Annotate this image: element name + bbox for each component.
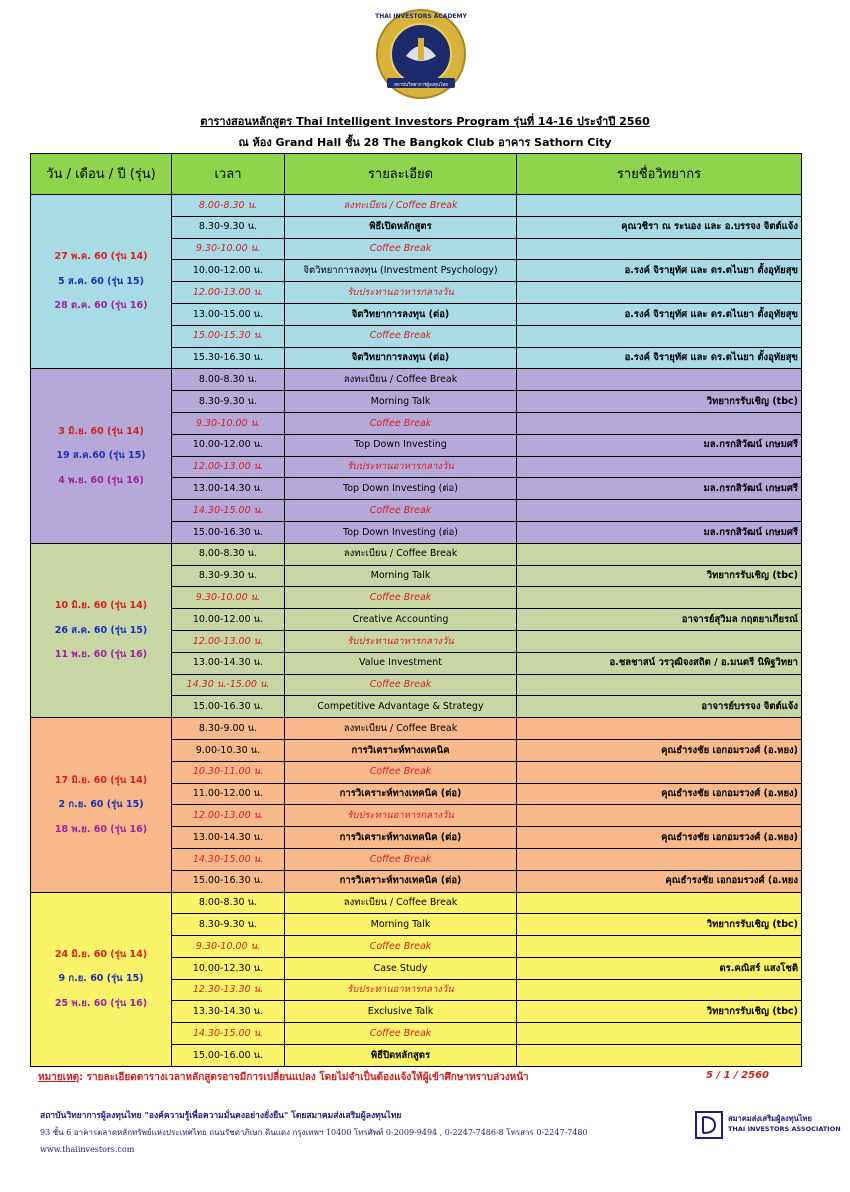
schedule-table [30,153,802,1067]
logo-bottom-text: สถาบันวิทยาการผู้ลงทุนไทย [394,83,448,88]
speaker-cell [517,674,802,696]
time-cell: 15.00-16.30 น. [172,870,285,892]
time-cell: 9.30-10.00 น. [172,412,285,434]
document-date: 5 / 1 / 2560 [706,1070,769,1081]
session-date: 18 พ.ย. 60 (รุ่น 16) [54,823,148,835]
time-cell: 14.30-15.00 น. [172,848,285,870]
detail-cell: จิตวิทยาการลงทุน (Investment Psychology) [285,260,517,282]
session-date: 28 ต.ค. 60 (รุ่น 16) [54,300,148,312]
speaker-cell: อาจารย์บรรจง จิตต์แจ้ง [517,696,802,718]
detail-cell: การวิเคราะห์ทางเทคนิค (ต่อ) [285,870,517,892]
remark-text: : รายละเอียดตารางเวลาหลักสูตรอาจมีการเปลี่ยนแปลง โดยไม่จำเป็นต้องแจ้งให้ผู้เข้าศึกษาทราบล่วงหน้า [79,1072,529,1083]
remark-note [38,1070,529,1085]
speaker-cell [517,936,802,958]
speaker-cell: มล.กรกสิวัฒน์ เกษมศรี [517,434,802,456]
session-date: 2 ก.ย. 60 (รุ่น 15) [58,799,144,811]
speaker-cell: คุณวชิรา ณ ระนอง และ อ.บรรจง จิตต์แจ้ง [517,216,802,238]
time-cell: 13.00-14.30 น. [172,478,285,500]
column-header-date: วัน / เดือน / ปี (รุ่น) [31,154,172,195]
speaker-cell [517,1045,802,1067]
session-date: 27 พ.ค. 60 (รุ่น 14) [54,251,148,263]
table-row [31,718,802,740]
speaker-cell [517,282,802,304]
table-row [31,195,802,217]
time-cell: 8.00-8.30 น. [172,195,285,217]
speaker-cell [517,238,802,260]
detail-cell: Coffee Break [285,761,517,783]
time-cell: 15.00-16.30 น. [172,521,285,543]
time-cell: 14.30-15.00 น. [172,1023,285,1045]
time-cell: 12.00-13.00 น. [172,805,285,827]
detail-cell: ลงทะเบียน / Coffee Break [285,718,517,740]
speaker-cell [517,195,802,217]
detail-cell: การวิเคราะห์ทางเทคนิค [285,739,517,761]
session-date: 26 ส.ค. 60 (รุ่น 15) [54,624,148,636]
detail-cell: Coffee Break [285,412,517,434]
detail-cell: Top Down Investing [285,434,517,456]
time-cell: 10.00-12.00 น. [172,609,285,631]
association-name-thai: สมาคมส่งเสริมผู้ลงทุนไทย [728,1114,812,1123]
speaker-cell [517,500,802,522]
time-cell: 8.00-8.30 น. [172,543,285,565]
thai-investors-academy-logo [371,8,471,100]
speaker-cell [517,979,802,1001]
time-cell: 8.30-9.30 น. [172,914,285,936]
time-cell: 13.00-14.30 น. [172,652,285,674]
table-header-row [31,154,802,195]
speaker-cell: วิทยากรรับเชิญ (tbc) [517,1001,802,1023]
time-cell: 12.30-13.30 น. [172,979,285,1001]
speaker-cell: อ.รงค์ จิรายุทัศ และ ดร.ตไนยา ตั้งอุทัยสุข [517,260,802,282]
detail-cell: Coffee Break [285,500,517,522]
time-cell: 8.30-9.30 น. [172,391,285,413]
detail-cell: Coffee Break [285,1023,517,1045]
time-cell: 11.00-12.00 น. [172,783,285,805]
time-cell: 10.30-11.00 น. [172,761,285,783]
speaker-cell: มล.กรกสิวัฒน์ เกษมศรี [517,478,802,500]
detail-cell: Morning Talk [285,391,517,413]
speaker-cell [517,456,802,478]
footer-website[interactable]: www.thaiinvestors.com [40,1145,135,1154]
time-cell: 9.30-10.00 น. [172,238,285,260]
speaker-cell: คุณธำรงชัย เอกอมรวงศ์ (อ.หยง) [517,783,802,805]
speaker-cell [517,718,802,740]
time-cell: 13.00-15.00 น. [172,303,285,325]
speaker-cell [517,761,802,783]
session-date: 11 พ.ย. 60 (รุ่น 16) [54,649,148,661]
time-cell: 8.30-9.00 น. [172,718,285,740]
remark-label: หมายเหตุ [38,1072,80,1083]
detail-cell: Morning Talk [285,914,517,936]
footer-address: 93 ชั้น 6 อาคารตลาดหลักทรัพย์แห่งประเทศไทย ถนนรัชดาภิเษก ดินแดง กรุงเทพฯ 10400 โทรศัพท์ 0-2009-9494 , 0-2247-7486-8 โทรสาร 0-2247-7480 [40,1128,588,1137]
time-cell: 8.00-8.30 น. [172,892,285,914]
detail-cell: Exclusive Talk [285,1001,517,1023]
speaker-cell: วิทยากรรับเชิญ (tbc) [517,914,802,936]
time-cell: 10.00-12.30 น. [172,957,285,979]
speaker-cell [517,630,802,652]
detail-cell: Top Down Investing (ต่อ) [285,478,517,500]
time-cell: 9.30-10.00 น. [172,936,285,958]
detail-cell: Top Down Investing (ต่อ) [285,521,517,543]
table-row [31,369,802,391]
column-header-detail: รายละเอียด [285,154,517,195]
association-logo-icon [695,1111,723,1139]
detail-cell: Coffee Break [285,674,517,696]
table-row [31,543,802,565]
session-dates-cell [31,718,172,892]
footer-institute: สถาบันวิทยาการผู้ลงทุนไทย "องค์ความรู้เพื่อความมั่นคงอย่างยั่งยืน" โดยสมาคมส่งเสริมผู้ลงทุนไทย [40,1111,402,1121]
time-cell: 13.30-14.30 น. [172,1001,285,1023]
session-date: 17 มิ.ย. 60 (รุ่น 14) [54,774,148,786]
time-cell: 15.00-16.30 น. [172,696,285,718]
detail-cell: Coffee Break [285,325,517,347]
speaker-cell [517,325,802,347]
detail-cell: ลงทะเบียน / Coffee Break [285,369,517,391]
column-header-speaker: รายชื่อวิทยากร [517,154,802,195]
speaker-cell: วิทยากรรับเชิญ (tbc) [517,391,802,413]
speaker-cell [517,848,802,870]
time-cell: 14.30-15.00 น. [172,500,285,522]
detail-cell: Coffee Break [285,238,517,260]
detail-cell: Morning Talk [285,565,517,587]
logo-ring-text: THAI INVESTORS ACADEMY [375,13,467,20]
detail-cell: พิธีเปิดหลักสูตร [285,216,517,238]
speaker-cell [517,587,802,609]
time-cell: 10.00-12.00 น. [172,260,285,282]
time-cell: 9.00-10.30 น. [172,739,285,761]
detail-cell: Case Study [285,957,517,979]
speaker-cell [517,805,802,827]
time-cell: 14.30 น.-15.00 น. [172,674,285,696]
time-cell: 8.30-9.30 น. [172,216,285,238]
detail-cell: Creative Accounting [285,609,517,631]
speaker-cell [517,543,802,565]
speaker-cell [517,412,802,434]
association-name-en: THAI INVESTORS ASSOCIATION [728,1125,841,1133]
speaker-cell: ดร.คณิสร์ แสงโชติ [517,957,802,979]
session-dates-cell [31,369,172,543]
speaker-cell: มล.กรกสิวัฒน์ เกษมศรี [517,521,802,543]
speaker-cell [517,369,802,391]
speaker-cell: อ.รงค์ จิรายุทัศ และ ดร.ตไนยา ตั้งอุทัยสุข [517,347,802,369]
session-date: 25 พ.ย. 60 (รุ่น 16) [54,997,148,1009]
detail-cell: ลงทะเบียน / Coffee Break [285,892,517,914]
time-cell: 12.00-13.00 น. [172,282,285,304]
detail-cell: Competitive Advantage & Strategy [285,696,517,718]
venue-subtitle: ณ ห้อง Grand Hall ชั้น 28 The Bangkok Club อาคาร Sathorn City [238,136,612,149]
time-cell: 8.00-8.30 น. [172,369,285,391]
detail-cell: Coffee Break [285,848,517,870]
time-cell: 10.00-12.00 น. [172,434,285,456]
detail-cell: จิตวิทยาการลงทุน (ต่อ) [285,347,517,369]
session-date: 19 ส.ค.60 (รุ่น 15) [56,450,146,462]
speaker-cell: คุณธำรงชัย เอกอมรวงศ์ (อ.หยง) [517,827,802,849]
time-cell: 8.30-9.30 น. [172,565,285,587]
time-cell: 12.00-13.00 น. [172,630,285,652]
detail-cell: Coffee Break [285,587,517,609]
session-dates-cell [31,892,172,1066]
speaker-cell: คุณธำรงชัย เอกอมรวงศ์ (อ.หยง [517,870,802,892]
column-header-time: เวลา [172,154,285,195]
detail-cell: รับประทานอาหารกลางวัน [285,456,517,478]
time-cell: 15.30-16.30 น. [172,347,285,369]
speaker-cell: อาจารย์สุวิมล กฤตยาเกียรณ์ [517,609,802,631]
detail-cell: รับประทานอาหารกลางวัน [285,805,517,827]
session-date: 9 ก.ย. 60 (รุ่น 15) [58,973,144,985]
table-row [31,892,802,914]
detail-cell: Value Investment [285,652,517,674]
detail-cell: รับประทานอาหารกลางวัน [285,979,517,1001]
page-title: ตารางสอนหลักสูตร Thai Intelligent Investors Program รุ่นที่ 14-16 ประจำปี 2560 [200,115,650,128]
detail-cell: การวิเคราะห์ทางเทคนิค (ต่อ) [285,827,517,849]
session-dates-cell [31,543,172,717]
session-dates-cell [31,195,172,369]
speaker-cell [517,892,802,914]
session-date: 4 พ.ย. 60 (รุ่น 16) [58,474,144,486]
detail-cell: รับประทานอาหารกลางวัน [285,630,517,652]
detail-cell: ลงทะเบียน / Coffee Break [285,543,517,565]
speaker-cell: อ.ชลชาสน์ วรวุฒิจงสถิต / อ.มนตรี นิพิฐวิทยา [517,652,802,674]
speaker-cell: อ.รงค์ จิรายุทัศ และ ดร.ตไนยา ตั้งอุทัยสุข [517,303,802,325]
speaker-cell [517,1023,802,1045]
detail-cell: การวิเคราะห์ทางเทคนิค (ต่อ) [285,783,517,805]
detail-cell: Coffee Break [285,936,517,958]
speaker-cell: คุณธำรงชัย เอกอมรวงศ์ (อ.หยง) [517,739,802,761]
detail-cell: พิธีปิดหลักสูตร [285,1045,517,1067]
session-date: 10 มิ.ย. 60 (รุ่น 14) [54,600,148,612]
session-date: 24 มิ.ย. 60 (รุ่น 14) [54,948,148,960]
detail-cell: รับประทานอาหารกลางวัน [285,282,517,304]
time-cell: 13.00-14.30 น. [172,827,285,849]
detail-cell: จิตวิทยาการลงทุน (ต่อ) [285,303,517,325]
session-date: 3 มิ.ย. 60 (รุ่น 14) [58,425,144,437]
session-date: 5 ส.ค. 60 (รุ่น 15) [58,275,144,287]
time-cell: 15.00-15.30 น. [172,325,285,347]
speaker-cell: วิทยากรรับเชิญ (tbc) [517,565,802,587]
time-cell: 9.30-10.00 น. [172,587,285,609]
time-cell: 15.00-16.00 น. [172,1045,285,1067]
time-cell: 12.00-13.00 น. [172,456,285,478]
detail-cell: ลงทะเบียน / Coffee Break [285,195,517,217]
